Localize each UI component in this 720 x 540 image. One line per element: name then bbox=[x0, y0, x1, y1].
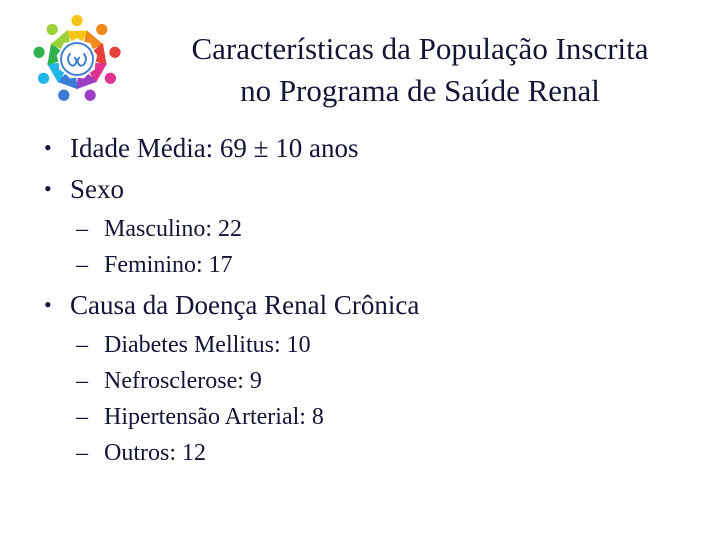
bullet-dot: • bbox=[44, 176, 52, 201]
bullet-cause bbox=[44, 289, 420, 321]
subitem-nephrosclerosis bbox=[76, 367, 262, 395]
subitem-female bbox=[76, 251, 233, 279]
sub-dash: – bbox=[76, 332, 88, 358]
sub-dash: – bbox=[76, 404, 88, 430]
bullet-dot: • bbox=[44, 292, 52, 317]
subitem-others bbox=[76, 439, 206, 467]
bullet-sex bbox=[44, 173, 124, 205]
bullet-sex-text: Sexo bbox=[70, 174, 124, 204]
bullet-age-text: Idade Média: 69 ± 10 anos bbox=[70, 133, 359, 163]
subitem-others-text: Outros: 12 bbox=[104, 440, 206, 466]
title-line-2: no Programa de Saúde Renal bbox=[240, 73, 600, 108]
subitem-diabetes bbox=[76, 331, 311, 359]
subitem-male bbox=[76, 215, 242, 243]
sub-dash: – bbox=[76, 252, 88, 278]
title-line-1: Características da População Inscrita bbox=[191, 31, 649, 66]
subitem-diabetes-text: Diabetes Mellitus: 10 bbox=[104, 332, 311, 358]
subitem-male-text: Masculino: 22 bbox=[104, 216, 242, 242]
subitem-hypertension bbox=[76, 403, 324, 431]
sub-dash: – bbox=[76, 440, 88, 466]
subitem-female-text: Feminino: 17 bbox=[104, 252, 233, 278]
subitem-hypertension-text: Hipertensão Arterial: 8 bbox=[104, 404, 324, 430]
sub-dash: – bbox=[76, 216, 88, 242]
sub-dash: – bbox=[76, 368, 88, 394]
bullet-cause-text: Causa da Doença Renal Crônica bbox=[70, 290, 420, 320]
bullet-age bbox=[44, 132, 359, 164]
subitem-nephrosclerosis-text: Nefrosclerose: 9 bbox=[104, 368, 262, 394]
bullet-dot: • bbox=[44, 135, 52, 160]
